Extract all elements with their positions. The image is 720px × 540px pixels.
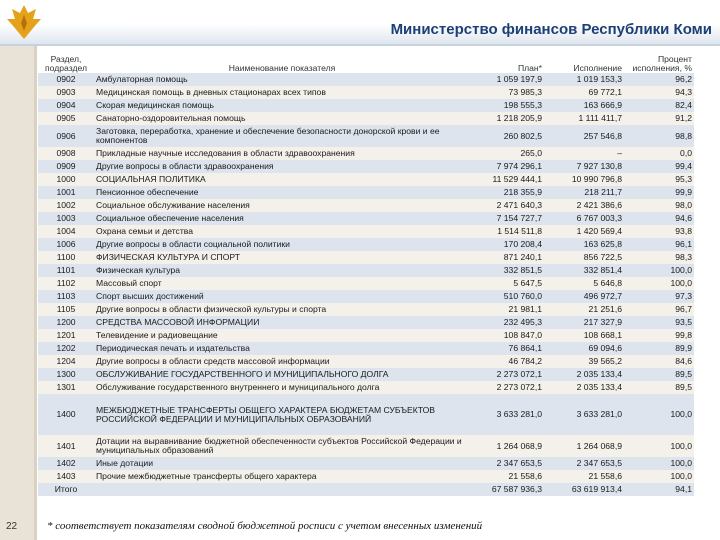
row-name: Периодическая печать и издательства — [94, 342, 470, 355]
row-percent: 98,3 — [624, 251, 694, 264]
column-header-percent: Процент исполнения, % — [632, 54, 692, 74]
row-code: 1101 — [38, 264, 94, 277]
column-header-code: Раздел, подраздел — [45, 54, 87, 74]
table-row — [38, 212, 694, 225]
table-row — [38, 225, 694, 238]
row-name: СРЕДСТВА МАССОВОЙ ИНФОРМАЦИИ — [94, 316, 470, 329]
table-row — [38, 316, 694, 329]
row-plan: 198 555,3 — [470, 99, 544, 112]
row-percent: 91,2 — [624, 112, 694, 125]
row-code: 1002 — [38, 199, 94, 212]
row-execution: 3 633 281,0 — [544, 394, 624, 435]
row-name: Санаторно-оздоровительная помощь — [94, 112, 470, 125]
table-row — [38, 125, 694, 147]
table-row — [38, 86, 694, 99]
row-plan: 232 495,3 — [470, 316, 544, 329]
row-name: Заготовка, переработка, хранение и обеспечение безопасности донорской крови и ее компонентов — [94, 125, 470, 147]
row-code: 0905 — [38, 112, 94, 125]
row-plan: 46 784,2 — [470, 355, 544, 368]
table-row — [38, 329, 694, 342]
row-plan: 73 985,3 — [470, 86, 544, 99]
row-percent: 96,7 — [624, 303, 694, 316]
row-percent: 93,5 — [624, 316, 694, 329]
row-code: 1403 — [38, 470, 94, 483]
row-plan: 218 355,9 — [470, 186, 544, 199]
row-percent: 89,5 — [624, 368, 694, 381]
column-header-plan: План* — [517, 63, 542, 74]
row-code: 1003 — [38, 212, 94, 225]
row-percent: 100,0 — [624, 277, 694, 290]
header-bar — [0, 0, 720, 44]
row-plan: 265,0 — [470, 147, 544, 160]
row-execution: 2 035 133,4 — [544, 368, 624, 381]
column-header-name: Наименование показателя — [228, 63, 336, 74]
table-row — [38, 238, 694, 251]
row-execution: 1 264 068,9 — [544, 435, 624, 457]
row-percent: 82,4 — [624, 99, 694, 112]
row-code: 1401 — [38, 435, 94, 457]
row-execution: 2 035 133,4 — [544, 381, 624, 394]
table-row — [38, 368, 694, 381]
page-title: Министерство финансов Республики Коми — [390, 21, 712, 38]
row-percent: 100,0 — [624, 435, 694, 457]
table-row — [38, 457, 694, 470]
row-code: Итого — [38, 483, 94, 496]
komi-emblem-icon — [6, 3, 42, 41]
row-percent: 0,0 — [624, 147, 694, 160]
row-code: 1301 — [38, 381, 94, 394]
row-percent: 96,1 — [624, 238, 694, 251]
row-execution: 39 565,2 — [544, 355, 624, 368]
sidebar-divider — [34, 46, 37, 540]
table-row — [38, 112, 694, 125]
left-sidebar — [0, 46, 34, 540]
row-code: 1006 — [38, 238, 94, 251]
table-row — [38, 277, 694, 290]
row-execution: 21 251,6 — [544, 303, 624, 316]
row-plan: 510 760,0 — [470, 290, 544, 303]
row-percent: 98,8 — [624, 125, 694, 147]
row-name: Социальное обеспечение населения — [94, 212, 470, 225]
row-name: Обслуживание государственного внутреннего и муниципального долга — [94, 381, 470, 394]
row-execution: 163 666,9 — [544, 99, 624, 112]
row-percent: 100,0 — [624, 470, 694, 483]
row-plan: 1 059 197,9 — [470, 73, 544, 86]
row-execution: 10 990 796,8 — [544, 173, 624, 186]
row-code: 1400 — [38, 394, 94, 435]
row-code: 1102 — [38, 277, 94, 290]
row-execution: 163 625,8 — [544, 238, 624, 251]
row-execution: 1 019 153,3 — [544, 73, 624, 86]
row-code: 1201 — [38, 329, 94, 342]
row-percent: 100,0 — [624, 394, 694, 435]
row-code: 1204 — [38, 355, 94, 368]
row-execution: 218 211,7 — [544, 186, 624, 199]
row-percent: 97,3 — [624, 290, 694, 303]
row-code: 0903 — [38, 86, 94, 99]
row-plan: 7 974 296,1 — [470, 160, 544, 173]
row-execution: – — [544, 147, 624, 160]
row-name: Иные дотации — [94, 457, 470, 470]
row-plan: 2 273 072,1 — [470, 381, 544, 394]
table-row — [38, 394, 694, 435]
footnote: * соответствует показателям сводной бюджетной росписи с учетом внесенных изменений — [47, 520, 483, 532]
table-row — [38, 99, 694, 112]
row-plan: 1 264 068,9 — [470, 435, 544, 457]
row-percent: 99,9 — [624, 186, 694, 199]
row-plan: 11 529 444,1 — [470, 173, 544, 186]
table-row — [38, 73, 694, 86]
row-name — [94, 483, 470, 496]
row-plan: 21 558,6 — [470, 470, 544, 483]
row-percent: 94,1 — [624, 483, 694, 496]
row-execution: 856 722,5 — [544, 251, 624, 264]
row-code: 1001 — [38, 186, 94, 199]
row-code: 1402 — [38, 457, 94, 470]
row-execution: 217 327,9 — [544, 316, 624, 329]
row-code: 1000 — [38, 173, 94, 186]
row-name: Скорая медицинская помощь — [94, 99, 470, 112]
row-plan: 21 981,1 — [470, 303, 544, 316]
row-name: Другие вопросы в области социальной политики — [94, 238, 470, 251]
row-name: Прочие межбюджетные трансферты общего характера — [94, 470, 470, 483]
table-row — [38, 290, 694, 303]
row-code: 1004 — [38, 225, 94, 238]
row-code: 0904 — [38, 99, 94, 112]
row-percent: 89,5 — [624, 381, 694, 394]
row-percent: 93,8 — [624, 225, 694, 238]
row-percent: 98,0 — [624, 199, 694, 212]
row-name: Массовый спорт — [94, 277, 470, 290]
row-name: МЕЖБЮДЖЕТНЫЕ ТРАНСФЕРТЫ ОБЩЕГО ХАРАКТЕРА БЮДЖЕТАМ СУБЪЕКТОВ РОССИЙСКОЙ ФЕДЕРАЦИИ И МУНИЦИПАЛЬНЫХ ОБРАЗОВАНИЙ — [94, 394, 470, 435]
table-row — [38, 303, 694, 316]
row-code: 0908 — [38, 147, 94, 160]
row-plan: 871 240,1 — [470, 251, 544, 264]
header-divider — [0, 44, 720, 46]
table-row — [38, 483, 694, 496]
row-code: 0909 — [38, 160, 94, 173]
row-plan: 2 471 640,3 — [470, 199, 544, 212]
row-name: ОБСЛУЖИВАНИЕ ГОСУДАРСТВЕННОГО И МУНИЦИПАЛЬНОГО ДОЛГА — [94, 368, 470, 381]
budget-table — [38, 55, 694, 496]
row-plan: 1 514 511,8 — [470, 225, 544, 238]
row-name: Другие вопросы в области физической культуры и спорта — [94, 303, 470, 316]
row-execution: 257 546,8 — [544, 125, 624, 147]
row-plan: 2 347 653,5 — [470, 457, 544, 470]
row-execution: 7 927 130,8 — [544, 160, 624, 173]
row-percent: 94,6 — [624, 212, 694, 225]
row-plan: 7 154 727,7 — [470, 212, 544, 225]
row-execution: 69 772,1 — [544, 86, 624, 99]
table-row — [38, 199, 694, 212]
row-name: Пенсионное обеспечение — [94, 186, 470, 199]
row-plan: 1 218 205,9 — [470, 112, 544, 125]
row-name: Спорт высших достижений — [94, 290, 470, 303]
row-name: Амбулаторная помощь — [94, 73, 470, 86]
row-percent: 100,0 — [624, 264, 694, 277]
row-name: Охрана семьи и детства — [94, 225, 470, 238]
table-row — [38, 342, 694, 355]
row-plan: 67 587 936,3 — [470, 483, 544, 496]
row-name: СОЦИАЛЬНАЯ ПОЛИТИКА — [94, 173, 470, 186]
column-header-execution: Исполнение — [573, 63, 622, 74]
table-row — [38, 173, 694, 186]
row-execution: 69 094,6 — [544, 342, 624, 355]
row-code: 1103 — [38, 290, 94, 303]
row-plan: 3 633 281,0 — [470, 394, 544, 435]
row-code: 0906 — [38, 125, 94, 147]
row-plan: 170 208,4 — [470, 238, 544, 251]
row-code: 1202 — [38, 342, 94, 355]
row-execution: 108 668,1 — [544, 329, 624, 342]
row-execution: 63 619 913,4 — [544, 483, 624, 496]
table-row — [38, 435, 694, 457]
row-execution: 2 347 653,5 — [544, 457, 624, 470]
row-name: Медицинская помощь в дневных стационарах всех типов — [94, 86, 470, 99]
row-execution: 5 646,8 — [544, 277, 624, 290]
row-execution: 2 421 386,6 — [544, 199, 624, 212]
row-name: Социальное обслуживание населения — [94, 199, 470, 212]
row-percent: 84,6 — [624, 355, 694, 368]
table-row — [38, 160, 694, 173]
row-plan: 260 802,5 — [470, 125, 544, 147]
row-percent: 95,3 — [624, 173, 694, 186]
row-percent: 99,4 — [624, 160, 694, 173]
row-name: Телевидение и радиовещание — [94, 329, 470, 342]
row-code: 1105 — [38, 303, 94, 316]
row-code: 1300 — [38, 368, 94, 381]
row-plan: 76 864,1 — [470, 342, 544, 355]
row-execution: 332 851,4 — [544, 264, 624, 277]
row-code: 1200 — [38, 316, 94, 329]
table-row — [38, 470, 694, 483]
row-percent: 96,2 — [624, 73, 694, 86]
table-row — [38, 264, 694, 277]
table-row — [38, 381, 694, 394]
row-plan: 5 647,5 — [470, 277, 544, 290]
row-execution: 1 111 411,7 — [544, 112, 624, 125]
table-row — [38, 355, 694, 368]
row-percent: 99,8 — [624, 329, 694, 342]
row-execution: 21 558,6 — [544, 470, 624, 483]
row-code: 1100 — [38, 251, 94, 264]
table-row — [38, 147, 694, 160]
page-number: 22 — [6, 521, 18, 532]
row-name: ФИЗИЧЕСКАЯ КУЛЬТУРА И СПОРТ — [94, 251, 470, 264]
row-name: Другие вопросы в области здравоохранения — [94, 160, 470, 173]
table-row — [38, 186, 694, 199]
row-execution: 6 767 003,3 — [544, 212, 624, 225]
row-name: Дотации на выравнивание бюджетной обеспеченности субъектов Российской Федерации и муниципальных образований — [94, 435, 470, 457]
row-plan: 2 273 072,1 — [470, 368, 544, 381]
row-percent: 94,3 — [624, 86, 694, 99]
row-name: Прикладные научные исследования в области здравоохранения — [94, 147, 470, 160]
row-code: 0902 — [38, 73, 94, 86]
row-name: Другие вопросы в области средств массовой информации — [94, 355, 470, 368]
row-name: Физическая культура — [94, 264, 470, 277]
row-execution: 496 972,7 — [544, 290, 624, 303]
row-plan: 108 847,0 — [470, 329, 544, 342]
table-row — [38, 251, 694, 264]
row-percent: 100,0 — [624, 457, 694, 470]
row-percent: 89,9 — [624, 342, 694, 355]
row-plan: 332 851,5 — [470, 264, 544, 277]
row-execution: 1 420 569,4 — [544, 225, 624, 238]
